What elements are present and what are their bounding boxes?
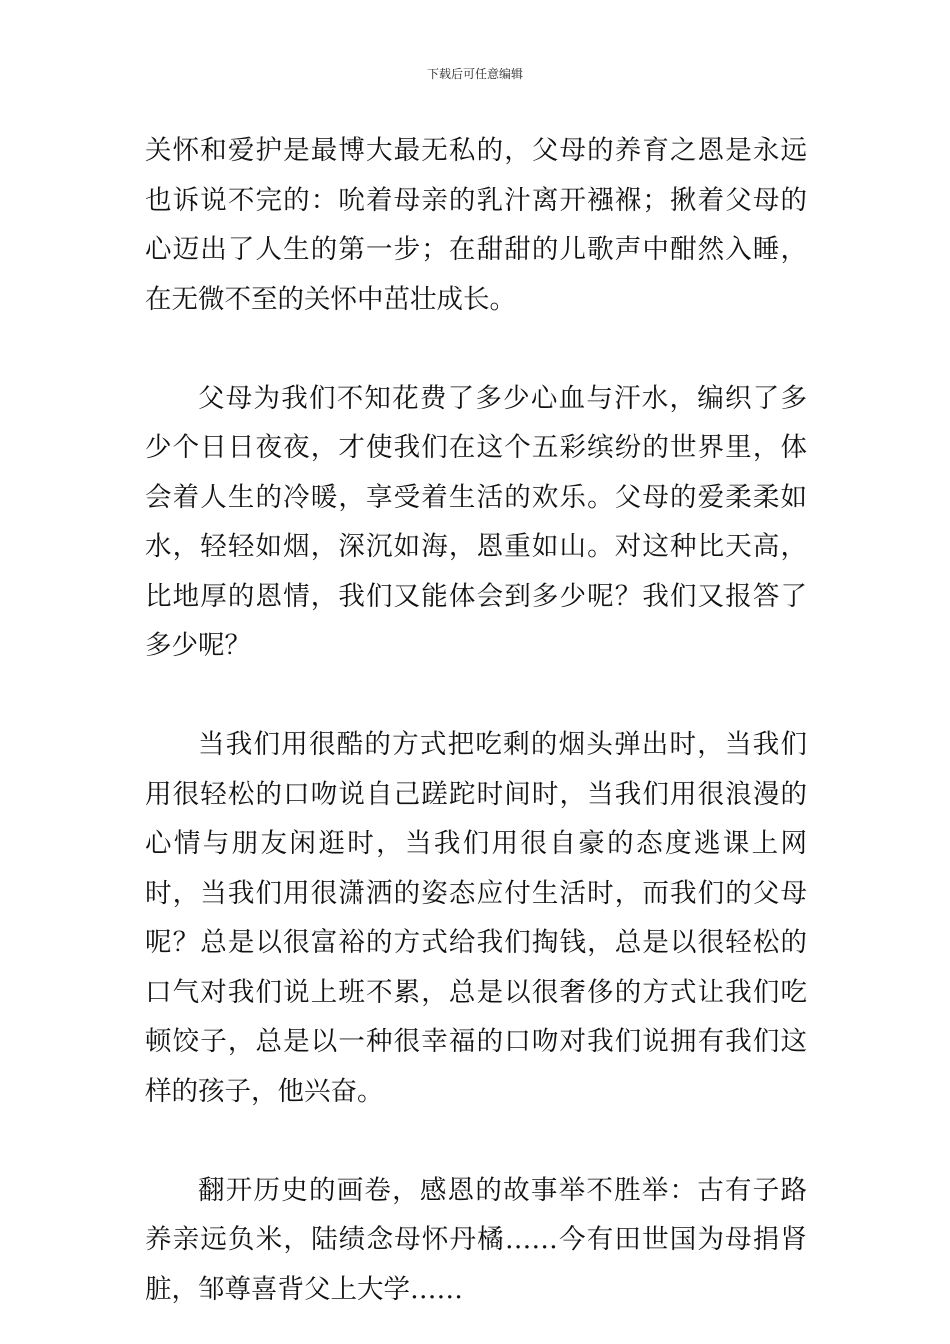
body-text	[145, 126, 807, 1314]
page-header: 下载后可任意编辑	[426, 67, 523, 81]
paragraph: 当我们用很酷的方式把吃剩的烟头弹出时，当我们用很轻松的口吻说自己蹉跎时间时，当我们用很浪漫的心情与朋友闲逛时，当我们用很自豪的态度逃课上网时，当我们用很潇洒的姿态应付生活时，而我们的父母呢？总是以很富裕的方式给我们掏钱，总是以很轻松的口气对我们说上班不累，总是以很奢侈的方式让我们吃顿饺子，总是以一种很幸福的口吻对我们说拥有我们这样的孩子，他兴奋。	[145, 729, 807, 1107]
paragraph-continuation: 关怀和爱护是最博大最无私的，父母的养育之恩是永远也诉说不完的：吮着母亲的乳汁离开襁褓；揪着父母的心迈出了人生的第一步；在甜甜的儿歌声中酣然入睡，在无微不至的关怀中茁壮成长。	[145, 135, 807, 315]
paragraph: 父母为我们不知花费了多少心血与汗水，编织了多少个日日夜夜，才使我们在这个五彩缤纷的世界里，体会着人生的冷暖，享受着生活的欢乐。父母的爱柔柔如水，轻轻如烟，深沉如海，恩重如山。对这种比天高，比地厚的恩情，我们又能体会到多少呢？我们又报答了多少呢？	[145, 382, 807, 661]
paragraph: 翻开历史的画卷，感恩的故事举不胜举：古有子路养亲远负米，陆绩念母怀丹橘……今有田世国为母捐肾脏，邹尊喜背父上大学……	[145, 1174, 807, 1305]
